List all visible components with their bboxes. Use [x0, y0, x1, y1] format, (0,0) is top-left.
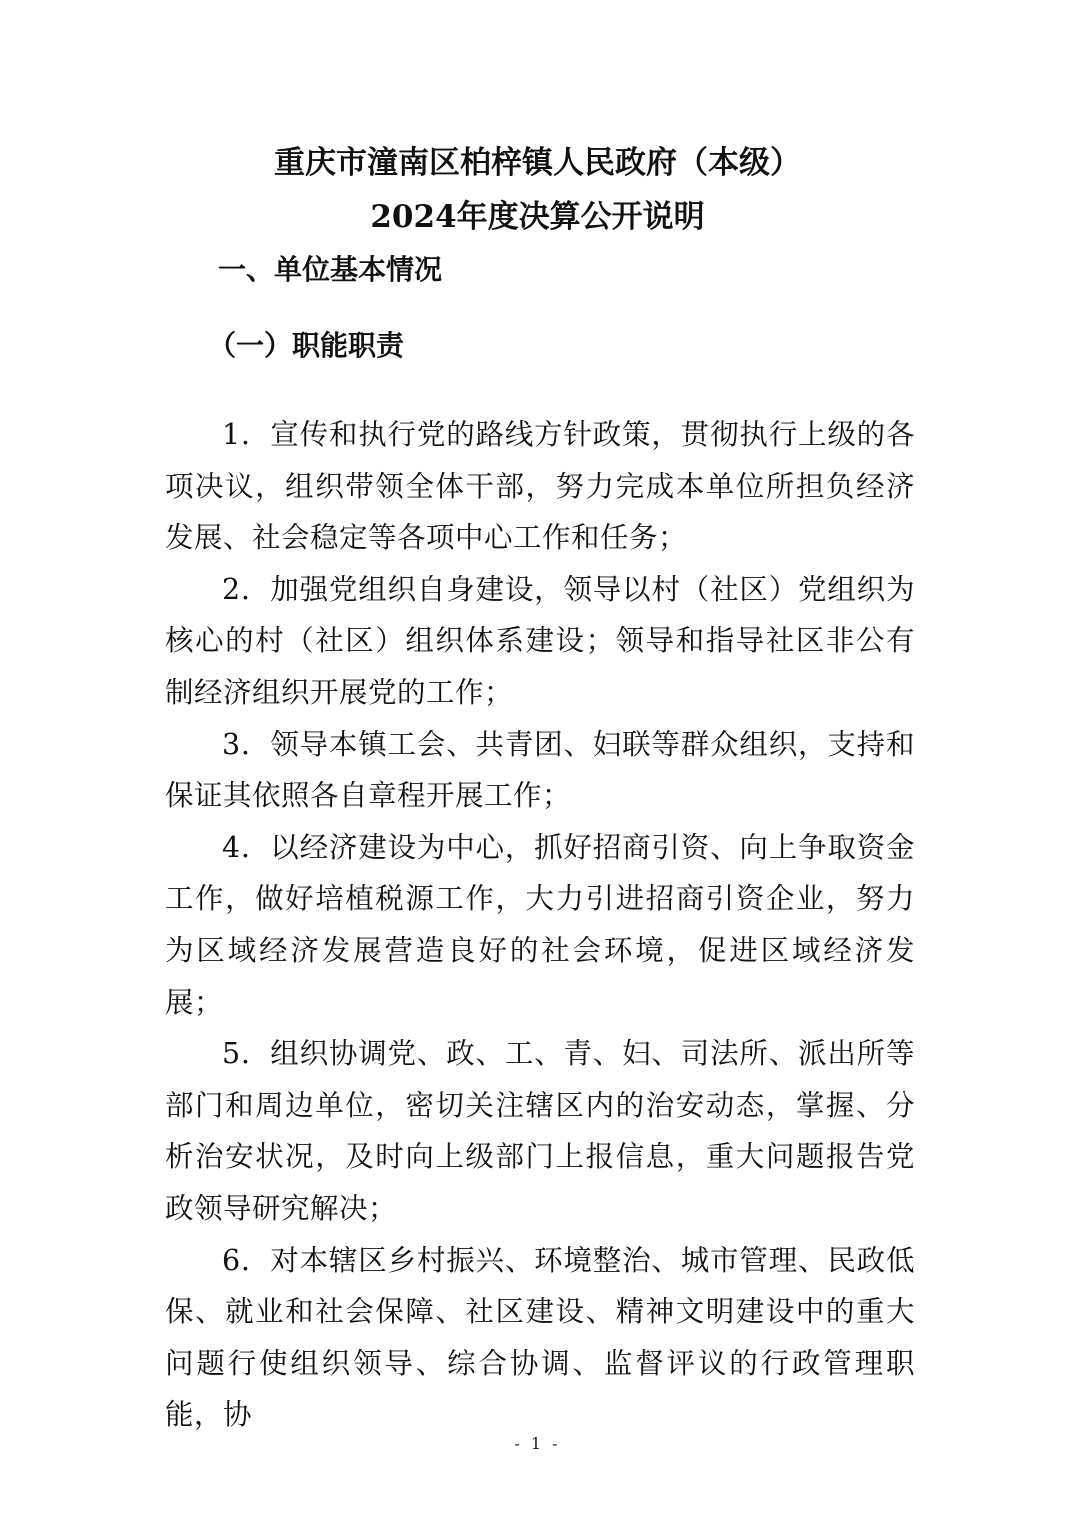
paragraph-duty-3: 3．领导本镇工会、共青团、妇联等群众组织，支持和保证其依照各自章程开展工作； [165, 727, 915, 813]
paragraph-duty-5: 5．组织协调党、政、工、青、妇、司法所、派出所等部门和周边单位，密切关注辖区内的治安动态，掌握、分析治安状况，及时向上级部门上报信息，重大问题报告党政领导研究解决； [165, 1037, 915, 1225]
document-title-line-1: 重庆市潼南区柏梓镇人民政府（本级） [274, 145, 801, 181]
paragraph-duty-1: 1．宣传和执行党的路线方针政策，贯彻执行上级的各项决议，组织带领全体干部，努力完成本单位所担负经济发展、社会稳定等各项中心工作和任务； [165, 418, 915, 555]
body-text [165, 409, 915, 1441]
subsection-heading: （一）职能职责 [208, 329, 405, 362]
document-title-line-2: 2024年度决算公开说明 [370, 199, 705, 235]
page-number: - 1 - [514, 1434, 561, 1453]
paragraph-duty-4: 4．以经济建设为中心，抓好招商引资、向上争取资金工作，做好培植税源工作，大力引进招商引资企业，努力为区域经济发展营造良好的社会环境，促进区域经济发展； [165, 830, 915, 1019]
paragraph-duty-6: 6．对本辖区乡村振兴、环境整治、城市管理、民政低保、就业和社会保障、社区建设、精神文明建设中的重大问题行使组织领导、综合协调、监督评议的行政管理职能，协 [165, 1243, 915, 1432]
paragraph-duty-2: 2．加强党组织自身建设，领导以村（社区）党组织为核心的村（社区）组织体系建设；领导和指导社区非公有制经济组织开展党的工作； [165, 572, 915, 709]
section-heading: 一、单位基本情况 [218, 253, 443, 286]
